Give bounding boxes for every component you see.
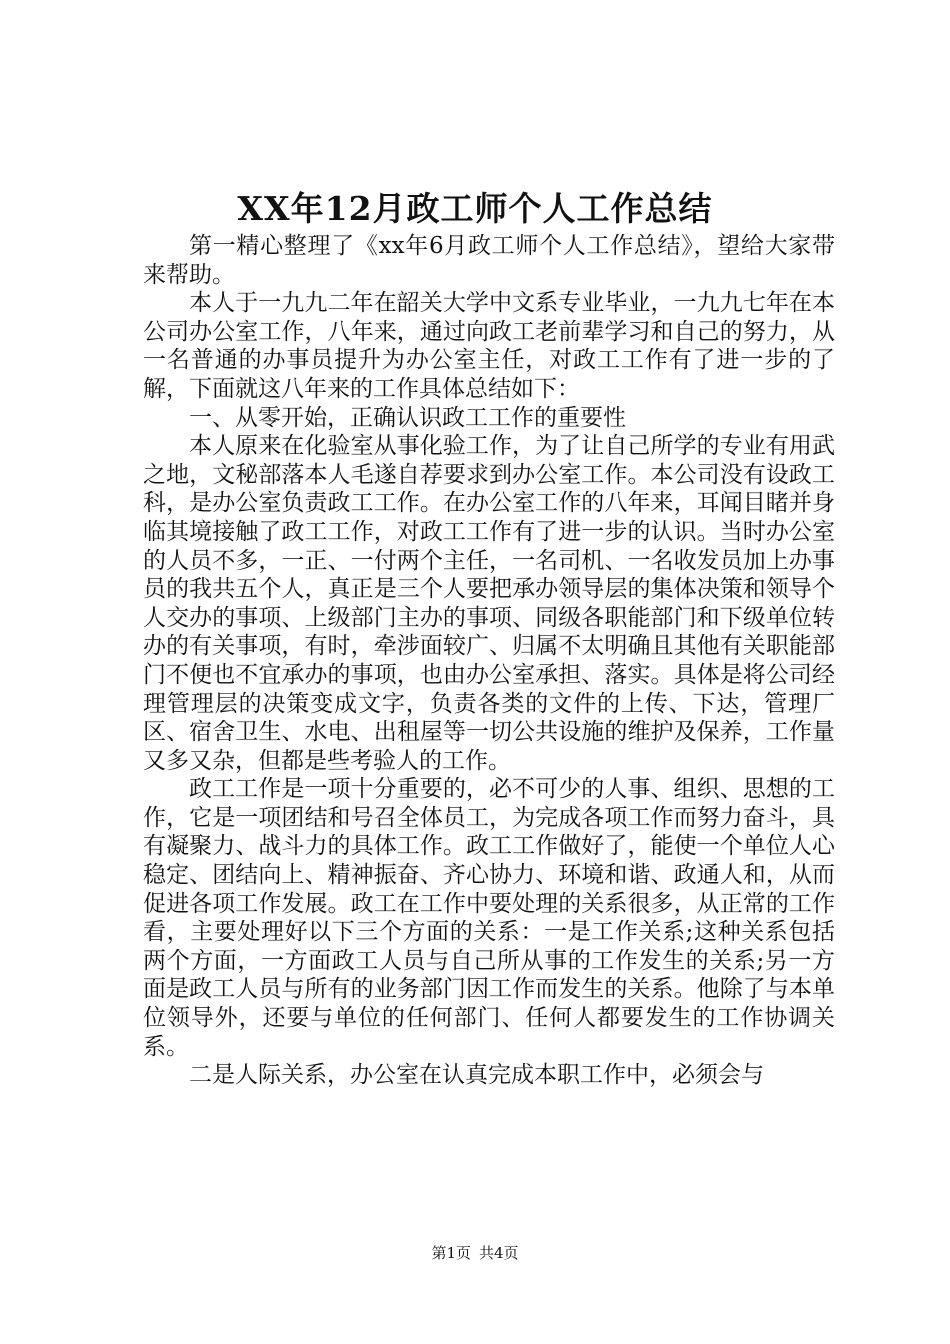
paragraph-experience: 本人原来在化验室从事化验工作，为了让自己所学的专业有用武之地，文秘部落本人毛遂自荐要求到办公室工作。本公司没有设政工科，是办公室负责政工工作。在办公室工作的八年来，耳闻目睹并身临其境接触了政工工作，对政工工作有了进一步的认识。当时办公室的人员不多，一正、一付两个主任，一名司机、一名收发员加上办事员的我共五个人，真正是三个人要把承办领导层的集体决策和领导个人交办的事项、上级部门主办的事项、同级各职能部门和下级单位转办的有关事项，有时，牵涉面较广、归属不太明确且其他有关职能部门不便也不宜承办的事项，也由办公室承担、落实。具体是将公司经理管理层的决策变成文字，负责各类的文件的上传、下达，管理厂区、宿舍卫生、水电、出租屋等一切公共设施的维护及保养，工作量又多又杂，但都是些考验人的工作。 [143,433,835,774]
page-footer [0,1243,950,1263]
paragraph-importance: 政工工作是一项十分重要的，必不可少的人事、组织、思想的工作，它是一项团结和号召全体员工，为完成各项工作而努力奋斗，具有凝聚力、战斗力的具体工作。政工工作做好了，能使一个单位人心稳定、团结向上、精神振奋、齐心协力、环境和谐、政通人和，从而促进各项工作发展。政工在工作中要处理的关系很多，从正常的工作看，主要处理好以下三个方面的关系：一是工作关系;这种关系包括两个方面，一方面政工人员与自己所从事的工作发生的关系;另一方面是政工人员与所有的业务部门因工作而发生的关系。他除了与本单位领导外，还要与单位的任何部门、任何人都要发生的工作协调关系。 [143,776,835,1060]
document-title: XX年12月政工师个人工作总结 [237,189,713,228]
page-count: 共4页 [479,1244,519,1262]
paragraph-relations: 二是人际关系，办公室在认真完成本职工作中，必须会与 [189,1062,764,1089]
page-number: 第1页 [431,1244,471,1262]
document-body [143,232,835,1090]
paragraph-background: 本人于一九九二年在韶关大学中文系专业毕业，一九九七年在本公司办公室工作，八年来，通过向政工老前辈学习和自己的努力，从一名普通的办事员提升为办公室主任，对政工工作有了进一步的了解，下面就这八年来的工作具体总结如下： [143,290,835,402]
section-heading: 一、从零开始，正确认识政工工作的重要性 [189,404,626,431]
paragraph-intro: 第一精心整理了《xx年6月政工师个人工作总结》，望给大家带来帮助。 [143,233,835,288]
